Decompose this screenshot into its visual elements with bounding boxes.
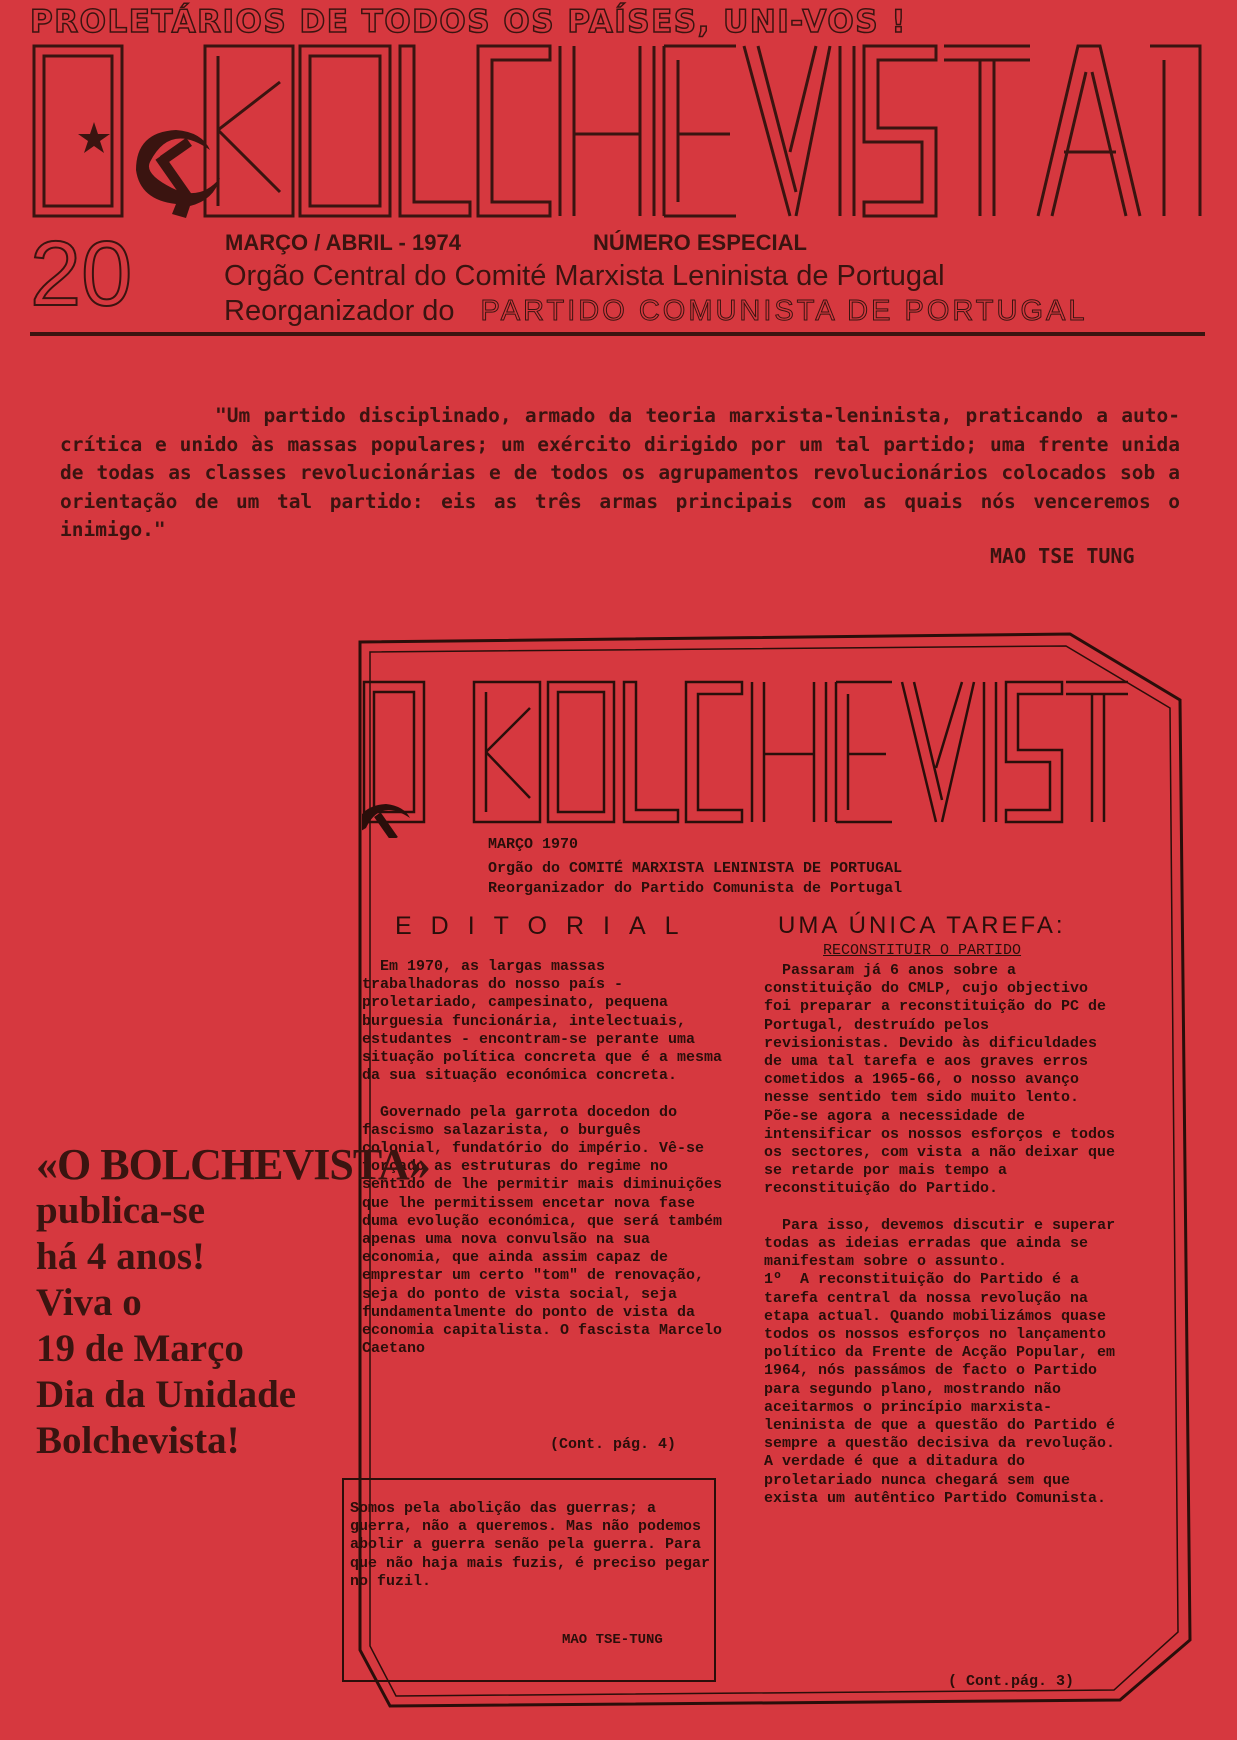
- task-subheading: RECONSTITUIR O PARTIDO: [823, 942, 1022, 959]
- organ-line: Orgão Central do Comité Marxista Leninista de Portugal: [224, 260, 945, 292]
- anniversary-line-4: Viva o: [36, 1281, 142, 1324]
- boxed-quote-author: MAO TSE-TUNG: [562, 1632, 663, 1648]
- reorganizer-line: [224, 295, 1087, 328]
- anniversary-line-1: «O BOLCHEVISTA»: [36, 1140, 430, 1189]
- editorial-continued: (Cont. pág. 4): [550, 1436, 677, 1453]
- task-column: Passaram já 6 anos sobre a constituição do CMLP, cujo objectivo foi preparar a reconstituição do PC de Portugal, destruído pelos revisionistas. Devido às dificuldades de uma tal tarefa e aos graves erros cometidos a 1965-66, o nosso avanço nesse sentido tem sido muito lento. Põe-se agora a necessidade de intensificar os nossos esforços e todos os sectores, com vista a não deixar que se retarde por mais tempo a reconstituição do Partido. Para isso, devemos discutir e superar todas as ideias erradas que ainda se manifestam sobre o assunto. 1º A reconstituição do Partido é a tarefa central da nossa revolução na etapa actual. Quando mobilizámos quase todos os nossos esforços no lançamento político da Frente de Acção Popular, em 1964, nós passámos de facto o Partido para segundo plano, mostrando não aceitarmos o princípio marxista-leninista de que a questão do Partido é sempre a questão decisiva da revolução. A verdade é que a ditadura do proletariado nunca chegará sem que exista um autêntico Partido Comunista.: [764, 962, 1116, 1507]
- mao-quote: "Um partido disciplinado, armado da teoria marxista-leninista, praticando a auto-crítica e unido às massas populares; um exército dirigido por um tal partido; uma frente unida de todas as classes revolucionárias e de todos os agrupamentos revolucionários colocados sob a orientação de um tal partido: eis as três armas principais com as quais nós venceremos o inimigo.": [60, 404, 1180, 541]
- reproduction-organ-line: Orgão do COMITÉ MARXISTA LENINISTA DE PORTUGAL: [488, 860, 903, 877]
- reproduction-reorganizer-line: Reorganizador do Partido Comunista de Portugal: [488, 880, 903, 897]
- editorial-column: Em 1970, as largas massas trabalhadoras do nosso país - proletariado, campesinato, pequena burguesia funcionária, intelectuais, estudantes - encontram-se perante uma situação política concreta que é a mesma da sua situação económica concreta. Governado pela garrota docedon do fascismo salazarista, o burguês colonial, fundatório do império. Vê-se forçado as estruturas do regime no sentido de lhe permitir mais diminuições que lhe permitissem encetar nova fase duma evolução económica, que será também apenas uma nova convulsão na sua economia, que ainda assim capaz de emprestar um certo "tom" de renovação, seja do ponto de vista social, seja fundamentalmente do ponto de vista da economia capitalista. O fascista Marcelo Caetano: [362, 958, 723, 1358]
- anniversary-line-2: publica-se: [36, 1189, 206, 1232]
- anniversary-callout: [36, 1142, 430, 1464]
- boxed-quote: Somos pela abolição das guerras; a guerra, não a queremos. Mas não podemos abolir a guerra senão pela guerra. Para que não haja mais fuzis, é preciso pegar no fuzil.: [350, 1500, 720, 1590]
- quote-author: MAO TSE TUNG: [990, 544, 1135, 568]
- task-continued: ( Cont.pág. 3): [948, 1673, 1075, 1690]
- task-heading: UMA ÚNICA TAREFA:: [778, 912, 1066, 939]
- special-edition-label: NÚMERO ESPECIAL: [593, 230, 807, 255]
- reproduction-masthead: [362, 678, 1132, 838]
- anniversary-line-3: há 4 anos!: [36, 1235, 206, 1278]
- slogan-header: PROLETÁRIOS DE TODOS OS PAÍSES, UNI-VOS !: [30, 4, 907, 40]
- reproduction-date: MARÇO 1970: [488, 836, 579, 853]
- issue-date: MARÇO / ABRIL - 1974: [225, 230, 461, 255]
- masthead-title: [30, 42, 1205, 222]
- reorganizer-prefix: Reorganizador do: [224, 295, 455, 327]
- header-divider: [30, 332, 1205, 336]
- anniversary-line-5: 19 de Março: [36, 1327, 244, 1370]
- editorial-heading: EDITORIAL: [395, 912, 698, 940]
- party-name: PARTIDO COMUNISTA DE PORTUGAL: [480, 295, 1088, 327]
- issue-number: 20: [30, 223, 133, 325]
- anniversary-line-6: Dia da Unidade: [36, 1373, 297, 1416]
- anniversary-line-7: Bolchevista!: [36, 1419, 240, 1462]
